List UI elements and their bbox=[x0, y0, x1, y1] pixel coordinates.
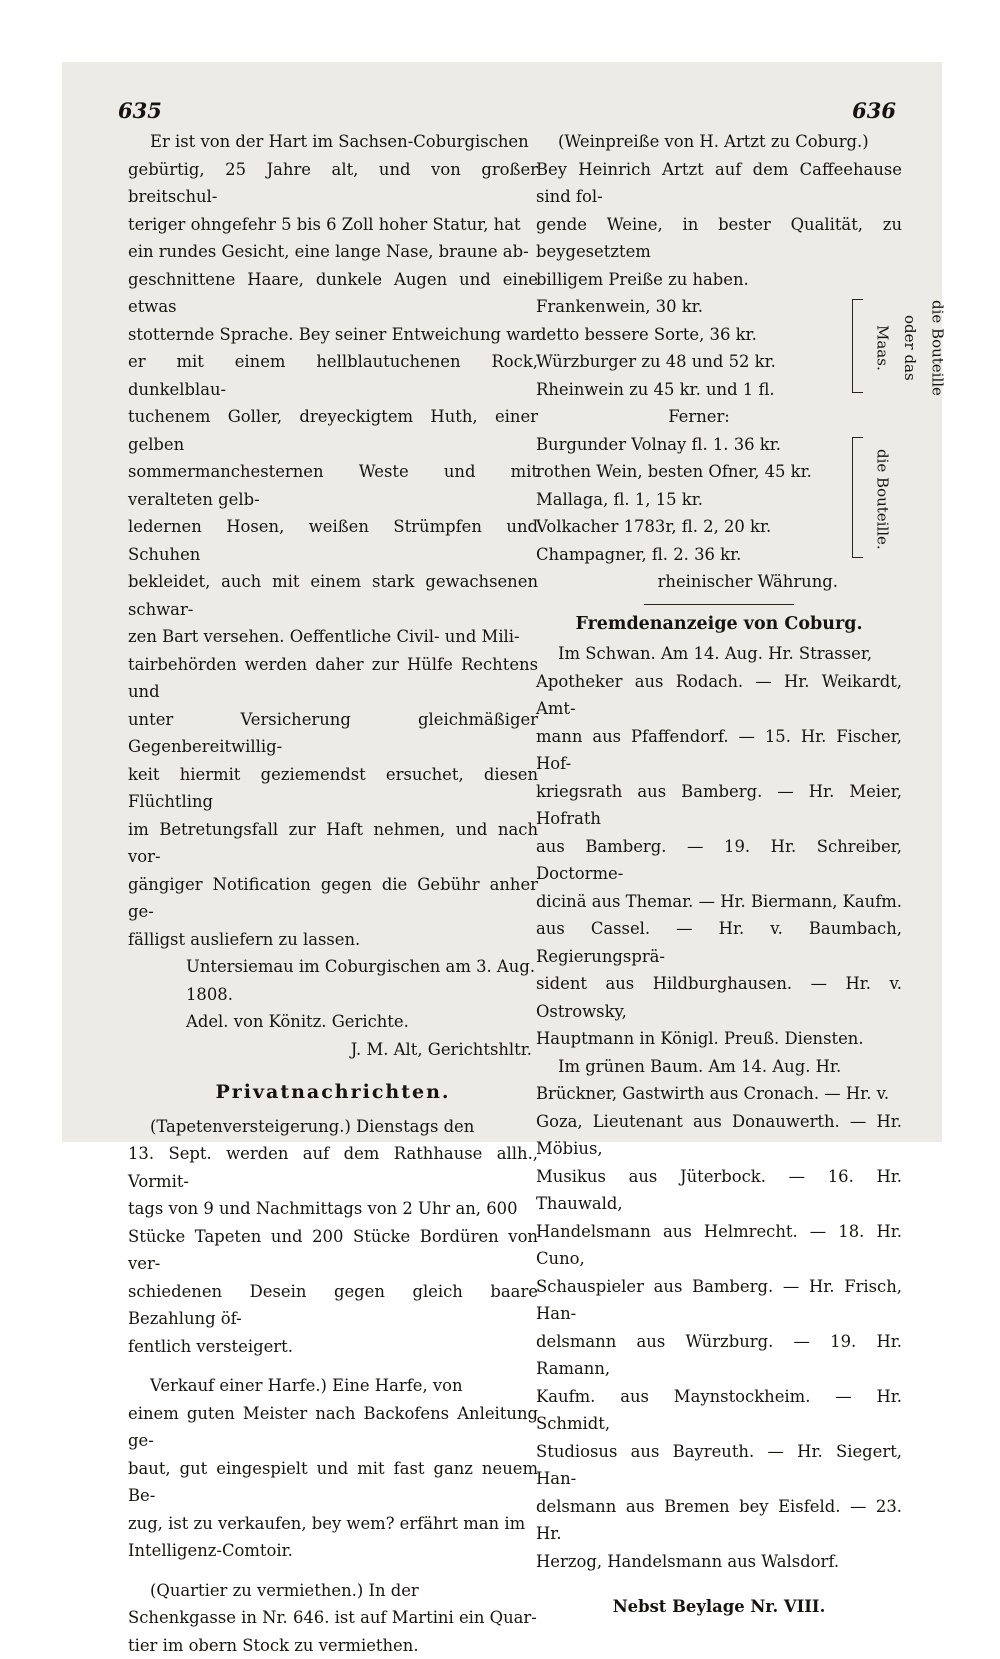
page-number-right: 636 bbox=[852, 98, 896, 123]
spacer bbox=[128, 1565, 538, 1577]
text-line: unter Versicherung gleichmäßiger Gegenbereitwillig- bbox=[128, 706, 538, 761]
brace bbox=[852, 437, 863, 559]
wine-item: Mallaga, fl. 1, 15 kr. bbox=[536, 486, 846, 514]
text-line: geschnittene Haare, dunkele Augen und eine etwas bbox=[128, 266, 538, 321]
text-line: einem guten Meister nach Backofens Anleitung ge- bbox=[128, 1400, 538, 1455]
ad-harp-sale bbox=[128, 1372, 538, 1565]
wine-list-1-bracket bbox=[846, 293, 902, 403]
ad-wallpaper-auction bbox=[128, 1113, 538, 1361]
wine-item: Würzburger zu 48 und 52 kr. bbox=[536, 348, 846, 376]
text-line: Schauspieler aus Bamberg. — Hr. Frisch, Han- bbox=[536, 1273, 902, 1328]
signature-place-date: Untersiemau im Coburgischen am 3. Aug. 1808. bbox=[128, 953, 538, 1008]
ad-room-to-let bbox=[128, 1577, 538, 1659]
signature-court: Adel. von Könitz. Gerichte. bbox=[128, 1008, 538, 1036]
text-line: Goza, Lieutenant aus Donauwerth. — Hr. Möbius, bbox=[536, 1108, 902, 1163]
newspaper-page bbox=[62, 62, 942, 1142]
strangers-schwan bbox=[536, 640, 902, 1053]
wine-item: Volkacher 1783r, fl. 2, 20 kr. bbox=[536, 513, 846, 541]
text-line: Stücke Tapeten und 200 Stücke Bordüren von ver- bbox=[128, 1223, 538, 1278]
wine-list-2-bracket bbox=[846, 431, 902, 569]
text-line: Im grünen Baum. Am 14. Aug. Hr. bbox=[536, 1053, 902, 1081]
brace bbox=[852, 299, 863, 393]
unit-note: die Bouteille. bbox=[868, 431, 896, 569]
ferner-label: Ferner: bbox=[536, 403, 902, 431]
text-line: ledernen Hosen, weißen Strümpfen und Schuhen bbox=[128, 513, 538, 568]
text-line: Hauptmann in Königl. Preuß. Diensten. bbox=[536, 1025, 902, 1053]
text-line: Herzog, Handelsmann aus Walsdorf. bbox=[536, 1548, 902, 1576]
text-line: fälligst ausliefern zu lassen. bbox=[128, 926, 538, 954]
text-line: dicinä aus Themar. — Hr. Biermann, Kaufm. bbox=[536, 888, 902, 916]
text-line: mann aus Pfaffendorf. — 15. Hr. Fischer, Hof- bbox=[536, 723, 902, 778]
text-line: Apotheker aus Rodach. — Hr. Weikardt, Amt- bbox=[536, 668, 902, 723]
text-line: tuchenem Goller, dreyeckigtem Huth, einer gelben bbox=[128, 403, 538, 458]
unit-note: die Bouteille oder das Maas. bbox=[868, 293, 951, 403]
spacer bbox=[128, 1360, 538, 1372]
left-column bbox=[128, 128, 538, 1659]
text-line: tier im obern Stock zu vermiethen. bbox=[128, 1632, 538, 1659]
text-line: gebürtig, 25 Jahre alt, und von großer breitschul- bbox=[128, 156, 538, 211]
wine-item: Burgunder Volnay fl. 1. 36 kr. bbox=[536, 431, 846, 459]
text-line: Musikus aus Jüterbock. — 16. Hr. Thauwald, bbox=[536, 1163, 902, 1218]
text-line: Studiosus aus Bayreuth. — Hr. Siegert, Han- bbox=[536, 1438, 902, 1493]
wine-list-1-items bbox=[536, 293, 846, 403]
text-line: billigem Preiße zu haben. bbox=[536, 266, 902, 294]
wine-item: Frankenwein, 30 kr. bbox=[536, 293, 846, 321]
text-line: fentlich versteigert. bbox=[128, 1333, 538, 1361]
wine-item: Rheinwein zu 45 kr. und 1 fl. bbox=[536, 376, 846, 404]
signature-name: J. M. Alt, Gerichtshltr. bbox=[128, 1036, 538, 1064]
text-line: 13. Sept. werden auf dem Rathhause allh., Vormit- bbox=[128, 1140, 538, 1195]
text-line: schiedenen Desein gegen gleich baare Bezahlung öf- bbox=[128, 1278, 538, 1333]
text-line: Brückner, Gastwirth aus Cronach. — Hr. v. bbox=[536, 1080, 902, 1108]
wine-price-notice bbox=[536, 128, 902, 293]
text-line: aus Cassel. — Hr. v. Baumbach, Regierungsprä- bbox=[536, 915, 902, 970]
wine-list-2 bbox=[536, 431, 902, 569]
text-line: bekleidet, auch mit einem stark gewachsenen schwar- bbox=[128, 568, 538, 623]
text-line: Bey Heinrich Artzt auf dem Caffeehause sind fol- bbox=[536, 156, 902, 211]
text-line: delsmann aus Würzburg. — 19. Hr. Ramann, bbox=[536, 1328, 902, 1383]
wine-item: Champagner, fl. 2. 36 kr. bbox=[536, 541, 846, 569]
wanted-notice bbox=[128, 128, 538, 953]
text-line: aus Bamberg. — 19. Hr. Schreiber, Doctorme- bbox=[536, 833, 902, 888]
text-line: zug, ist zu verkaufen, bey wem? erfährt man im bbox=[128, 1510, 538, 1538]
page-number-left: 635 bbox=[118, 98, 162, 123]
text-line: ein rundes Gesicht, eine lange Nase, braune ab- bbox=[128, 238, 538, 266]
wine-item: rothen Wein, besten Ofner, 45 kr. bbox=[536, 458, 846, 486]
section-heading-strangers: Fremdenanzeige von Coburg. bbox=[536, 611, 902, 639]
text-line: keit hiermit geziemendst ersuchet, diesen Flüchtling bbox=[128, 761, 538, 816]
text-line: gängiger Notification gegen die Gebühr anher ge- bbox=[128, 871, 538, 926]
text-line: Verkauf einer Harfe.) Eine Harfe, von bbox=[128, 1372, 538, 1400]
text-line: sident aus Hildburghausen. — Hr. v. Ostrowsky, bbox=[536, 970, 902, 1025]
strangers-gruener-baum bbox=[536, 1053, 902, 1576]
text-line: Im Schwan. Am 14. Aug. Hr. Strasser, bbox=[536, 640, 902, 668]
right-column bbox=[536, 128, 902, 1621]
wine-list-1 bbox=[536, 293, 902, 403]
text-line: (Weinpreiße von H. Artzt zu Coburg.) bbox=[536, 128, 902, 156]
text-line: (Quartier zu vermiethen.) In der bbox=[128, 1577, 538, 1605]
text-line: tags von 9 und Nachmittags von 2 Uhr an, 600 bbox=[128, 1195, 538, 1223]
text-line: Er ist von der Hart im Sachsen-Coburgischen bbox=[128, 128, 538, 156]
text-line: zen Bart versehen. Oeffentliche Civil- und Mili- bbox=[128, 623, 538, 651]
text-line: stotternde Sprache. Bey seiner Entweichung war bbox=[128, 321, 538, 349]
text-line: Intelligenz-Comtoir. bbox=[128, 1537, 538, 1565]
text-line: sommermanchesternen Weste und mit veralteten gelb- bbox=[128, 458, 538, 513]
text-line: Handelsmann aus Helmrecht. — 18. Hr. Cuno, bbox=[536, 1218, 902, 1273]
text-line: gende Weine, in bester Qualität, zu beygesetztem bbox=[536, 211, 902, 266]
text-line: baut, gut eingespielt und mit fast ganz neuem Be- bbox=[128, 1455, 538, 1510]
text-line: Kaufm. aus Maynstockheim. — Hr. Schmidt, bbox=[536, 1383, 902, 1438]
text-line: kriegsrath aus Bamberg. — Hr. Meier, Hofrath bbox=[536, 778, 902, 833]
text-line: (Tapetenversteigerung.) Dienstags den bbox=[128, 1113, 538, 1141]
text-line: teriger ohngefehr 5 bis 6 Zoll hoher Statur, hat bbox=[128, 211, 538, 239]
text-line: Schenkgasse in Nr. 646. ist auf Martini ein Quar- bbox=[128, 1604, 538, 1632]
text-line: tairbehörden werden daher zur Hülfe Rechtens und bbox=[128, 651, 538, 706]
supplement-note: Nebst Beylage Nr. VIII. bbox=[536, 1593, 902, 1621]
divider bbox=[644, 604, 794, 605]
text-line: delsmann aus Bremen bey Eisfeld. — 23. Hr. bbox=[536, 1493, 902, 1548]
section-heading-private-news: Privatnachrichten. bbox=[128, 1079, 538, 1107]
currency-note: rheinischer Währung. bbox=[536, 568, 902, 596]
wine-list-2-items bbox=[536, 431, 846, 569]
text-line: er mit einem hellblautuchenen Rock, dunkelblau- bbox=[128, 348, 538, 403]
wine-item: detto bessere Sorte, 36 kr. bbox=[536, 321, 846, 349]
text-line: im Betretungsfall zur Haft nehmen, und nach vor- bbox=[128, 816, 538, 871]
